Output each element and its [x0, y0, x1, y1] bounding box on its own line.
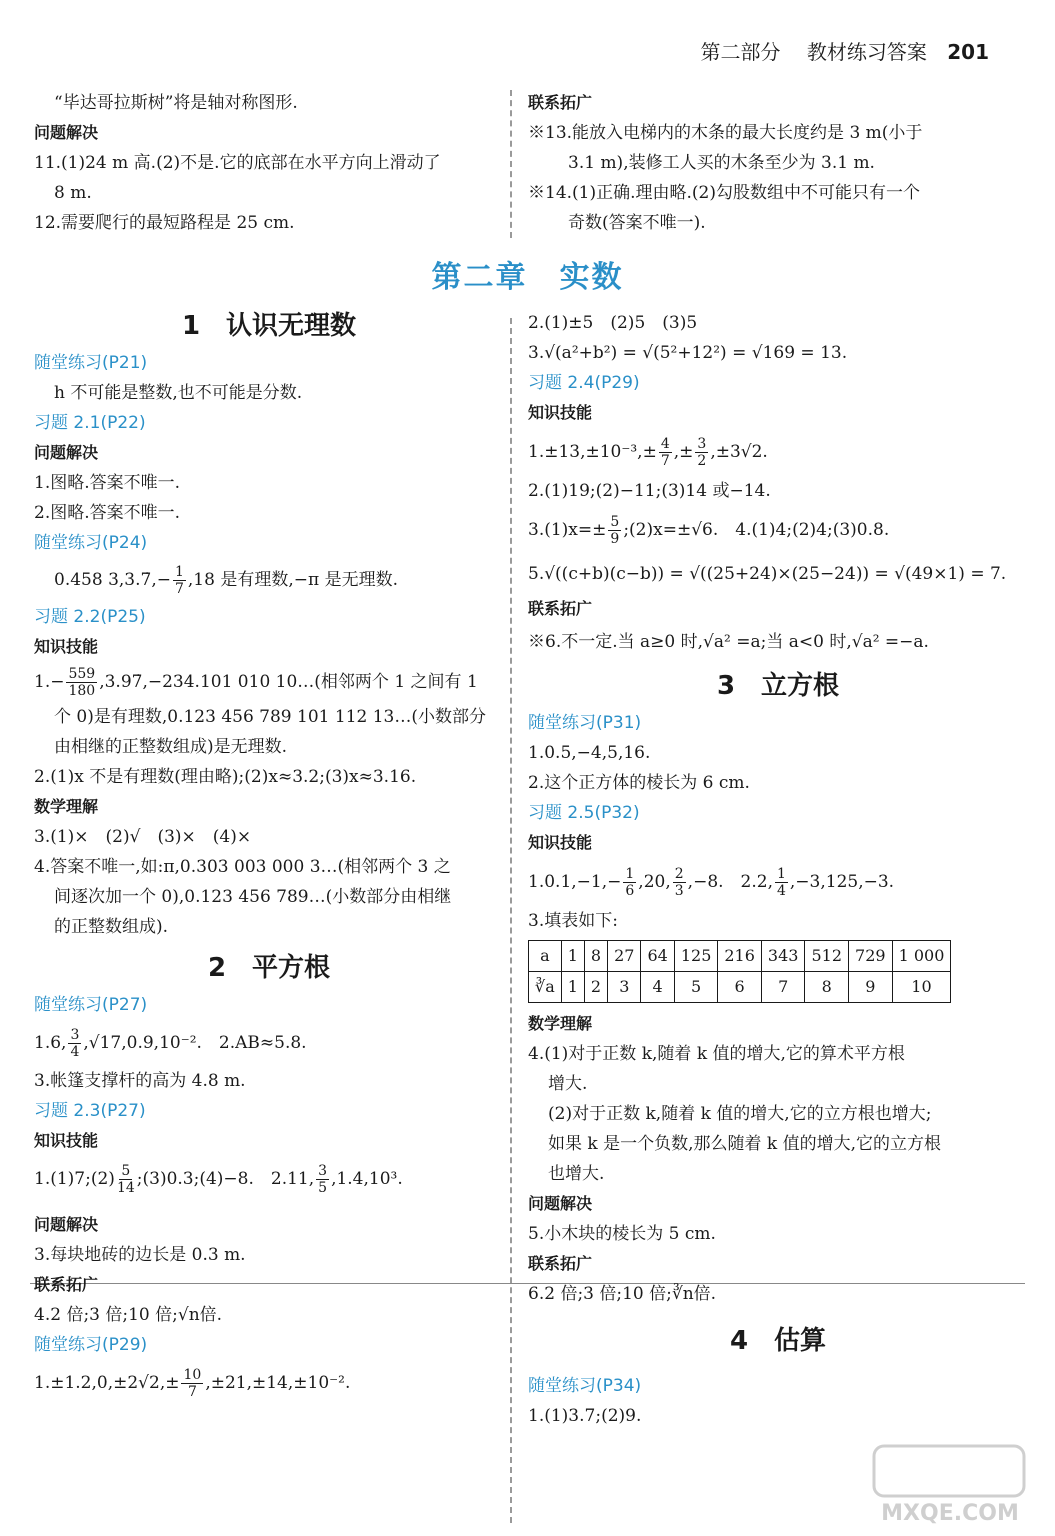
- text-line: 2.这个正方体的棱长为 6 cm.: [528, 773, 750, 793]
- section-label: 联系拓广: [528, 93, 593, 112]
- table-cell: 64: [641, 941, 674, 972]
- text-line: 4.(1)对于正数 k,随着 k 值的增大,它的算术平方根: [528, 1044, 905, 1064]
- text-line: [528, 858, 1028, 906]
- text-line: 由相继的正整数组成)是无理数.: [54, 737, 288, 757]
- denominator: 180: [68, 683, 96, 699]
- section-label: 问题解决: [34, 443, 99, 462]
- denominator: 3: [674, 883, 684, 899]
- text-fragment: ,±3√2.: [710, 442, 768, 462]
- text-line: [34, 558, 504, 602]
- text-line: 间逐次加一个 0),0.123 456 789…(小数部分由相继: [54, 887, 452, 907]
- section-label: 联系拓广: [528, 1254, 593, 1273]
- text-fragment: ,±21,±14,±10⁻².: [205, 1373, 351, 1393]
- numerator: 5: [121, 1163, 131, 1179]
- denominator: 6: [625, 883, 635, 899]
- denominator: 7: [660, 453, 670, 469]
- text-fragment: ,20,: [638, 872, 671, 892]
- numerator: 1: [776, 866, 786, 882]
- text-line: [34, 1156, 504, 1202]
- section-label: 知识技能: [34, 1131, 99, 1150]
- numerator: 1: [174, 564, 184, 580]
- section-label: 联系拓广: [528, 599, 593, 618]
- table-cell: 6: [718, 972, 762, 1003]
- text-line: 6.2 倍;3 倍;10 倍;∛n倍.: [528, 1284, 717, 1304]
- fraction: [673, 866, 686, 899]
- text-line: 2.(1)19;(2)−11;(3)14 或−14.: [528, 481, 771, 501]
- numerator: 3: [697, 436, 707, 452]
- text-line: 5.√((c+b)(c−b)) = √((25+24)×(25−24)) = √(49×1) = 7.: [528, 564, 1007, 584]
- table-cell: 27: [608, 941, 641, 972]
- fraction: [775, 866, 788, 899]
- text-line: 3.帐篷支撑杆的高为 4.8 m.: [34, 1071, 246, 1091]
- text-line: ※6.不一定.当 a≥0 时,√a² =a;当 a<0 时,√a² =−a.: [528, 632, 929, 652]
- text-line: 11.(1)24 m 高.(2)不是.它的底部在水平方向上滑动了: [34, 153, 441, 173]
- section-title: 4 估算: [729, 1326, 827, 1356]
- chapter-title: 第二章 实数: [431, 260, 624, 295]
- denominator: 7: [187, 1384, 197, 1400]
- text-line: 2.图略.答案不唯一.: [34, 503, 181, 523]
- section-title: 3 立方根: [716, 671, 840, 701]
- table-row: [529, 941, 951, 972]
- table-cell: 216: [718, 941, 762, 972]
- text-line: 1.图略.答案不唯一.: [34, 473, 181, 493]
- section-label: 问题解决: [528, 1194, 593, 1213]
- table-cell: 10: [892, 972, 951, 1003]
- text-line: (2)对于正数 k,随着 k 值的增大,它的立方根也增大;: [548, 1104, 932, 1124]
- text-fragment: ,√17,0.9,10⁻². 2.AB≈5.8.: [83, 1033, 307, 1053]
- text-line: [34, 1020, 504, 1066]
- text-line: 个 0)是有理数,0.123 456 789 101 112 13…(小数部分: [54, 707, 486, 727]
- text-fragment: ,18 是有理数,−π 是无理数.: [187, 570, 398, 590]
- text-fragment: 0.458 3,3.7̇,−: [54, 570, 171, 590]
- fraction: [117, 1163, 135, 1196]
- page-header: [701, 36, 989, 65]
- table-cell: 1 000: [892, 941, 951, 972]
- fraction: [173, 564, 186, 597]
- table-cell: a: [529, 941, 562, 972]
- cube-root-table: [528, 940, 951, 1003]
- table-cell: 1: [561, 972, 584, 1003]
- section-label: 问题解决: [34, 1215, 99, 1234]
- fraction: [659, 436, 672, 469]
- exercise-heading: 随堂练习(P29): [34, 1335, 148, 1355]
- text-line: 如果 k 是一个负数,那么随着 k 值的增大,它的立方根: [548, 1134, 942, 1154]
- denominator: 14: [116, 1180, 135, 1196]
- text-fragment: 1.6,: [34, 1033, 67, 1053]
- text-line: h 不可能是整数,也不可能是分数.: [54, 383, 303, 403]
- text-line: [528, 506, 1028, 554]
- section-label: 数学理解: [528, 1014, 593, 1033]
- section-label: 知识技能: [34, 637, 99, 656]
- table-cell: 3: [608, 972, 641, 1003]
- exercise-heading: 随堂练习(P21): [34, 353, 148, 373]
- exercise-heading: 习题 2.2(P25): [34, 607, 146, 627]
- text-line: 也增大.: [548, 1164, 605, 1184]
- column-divider: [510, 318, 512, 1523]
- section-title: 2 平方根: [207, 953, 331, 983]
- numerator: 5: [610, 514, 620, 530]
- numerator: 1: [625, 866, 635, 882]
- text-fragment: ,−3,125,−3.: [789, 872, 895, 892]
- text-fragment: ,±: [673, 442, 694, 462]
- text-fragment: 1.(1)7;(2): [34, 1169, 115, 1189]
- text-fragment: ;(2)x=±√6. 4.(1)4;(2)4;(3)0.8.: [623, 520, 890, 540]
- table-cell: 9: [849, 972, 893, 1003]
- text-line: 4.2 倍;3 倍;10 倍;√n倍.: [34, 1305, 223, 1325]
- table-cell: 8: [584, 941, 607, 972]
- watermark-logo: [870, 1440, 1030, 1530]
- text-line: ※13.能放入电梯内的木条的最大长度约是 3 m(小于: [528, 123, 923, 143]
- table-cell: 729: [849, 941, 893, 972]
- section-label: 问题解决: [34, 123, 99, 142]
- text-line: 3.1 m),装修工人买的木条至少为 3.1 m.: [568, 153, 875, 173]
- table-cell: ∛a: [529, 972, 562, 1003]
- text-fragment: ,−8. 2.2,: [687, 872, 773, 892]
- fraction: [68, 1027, 81, 1060]
- table-cell: 1: [561, 941, 584, 972]
- table-row: [529, 972, 951, 1003]
- exercise-heading: 随堂练习(P27): [34, 995, 148, 1015]
- text-line: “毕达哥拉斯树”将是轴对称图形.: [54, 93, 298, 113]
- text-line: [528, 428, 1028, 476]
- text-line: 5.小木块的棱长为 5 cm.: [528, 1224, 716, 1244]
- text-line: [34, 662, 504, 702]
- text-line: 1.(1)3.7;(2)9.: [528, 1406, 642, 1426]
- text-fragment: ,1.4,10³.: [331, 1169, 403, 1189]
- fraction: [623, 866, 636, 899]
- text-line: 3.每块地砖的边长是 0.3 m.: [34, 1245, 246, 1265]
- text-fragment: 1.0.1,−1,−: [528, 872, 622, 892]
- denominator: 7: [174, 581, 184, 597]
- exercise-heading: 随堂练习(P24): [34, 533, 148, 553]
- top-right-column: [528, 88, 1028, 238]
- text-line: [34, 1360, 504, 1406]
- text-line: 3.(1)× (2)√ (3)× (4)×: [34, 827, 252, 847]
- top-left-column: [34, 88, 504, 238]
- text-line: 的正整数组成).: [54, 917, 169, 937]
- table-cell: 343: [761, 941, 805, 972]
- text-line: 3.填表如下:: [528, 911, 618, 931]
- header-part: 第二部分: [700, 40, 781, 64]
- fraction: [181, 1367, 203, 1400]
- table-cell: 4: [641, 972, 674, 1003]
- denominator: 5: [318, 1180, 328, 1196]
- exercise-heading: 习题 2.4(P29): [528, 373, 640, 393]
- table-cell: 5: [674, 972, 718, 1003]
- fraction: [66, 666, 97, 699]
- header-title: 教材练习答案: [806, 40, 927, 64]
- numerator: 3: [70, 1027, 80, 1043]
- column-divider-top: [510, 90, 512, 238]
- section-title: 1 认识无理数: [181, 311, 357, 341]
- exercise-heading: 习题 2.1(P22): [34, 413, 146, 433]
- exercise-heading: 习题 2.5(P32): [528, 803, 640, 823]
- text-line: 2.(1)x 不是有理数(理由略);(2)x≈3.2;(3)x≈3.16.: [34, 767, 417, 787]
- exercise-heading: 习题 2.3(P27): [34, 1101, 146, 1121]
- text-fragment: 1.−: [34, 672, 65, 692]
- exercise-heading: 随堂练习(P34): [528, 1376, 642, 1396]
- table-cell: 7: [761, 972, 805, 1003]
- denominator: 4: [70, 1044, 80, 1060]
- text-fragment: 1.±1.2,0,±2√2,±: [34, 1373, 180, 1393]
- section-label: 知识技能: [528, 833, 593, 852]
- text-line: 2.(1)±5 (2)5 (3)5: [528, 313, 698, 333]
- table-cell: 125: [674, 941, 718, 972]
- section-label: 知识技能: [528, 403, 593, 422]
- numerator: 4: [660, 436, 670, 452]
- page-number: 201: [947, 40, 989, 64]
- fraction: [316, 1163, 329, 1196]
- text-line: 3.√(a²+b²) = √(5²+12²) = √169 = 13.: [528, 343, 848, 363]
- text-fragment: ;(3)0.3;(4)−8. 2.11,: [136, 1169, 315, 1189]
- table-cell: 512: [805, 941, 849, 972]
- denominator: 2: [697, 453, 707, 469]
- text-line: 奇数(答案不唯一).: [568, 213, 706, 233]
- section-label: 联系拓广: [34, 1275, 99, 1294]
- text-line: 12.需要爬行的最短路程是 25 cm.: [34, 213, 295, 233]
- text-fragment: 3.(1)x=±: [528, 520, 607, 540]
- left-column: [34, 304, 504, 1406]
- text-line: 增大.: [548, 1074, 588, 1094]
- exercise-heading: 随堂练习(P31): [528, 713, 642, 733]
- text-line: 1.0.5,−4,5,16.: [528, 743, 651, 763]
- table-cell: 8: [805, 972, 849, 1003]
- text-line: ※14.(1)正确.理由略.(2)勾股数组中不可能只有一个: [528, 183, 921, 203]
- watermark-text: MXQE.COM: [881, 1501, 1019, 1526]
- numerator: 2: [674, 866, 684, 882]
- numerator: 3: [318, 1163, 328, 1179]
- numerator: 559: [68, 666, 96, 682]
- fraction: [608, 514, 621, 547]
- text-line: 4.答案不唯一,如:π,0.303 003 000 3…(相邻两个 3 之: [34, 857, 451, 877]
- right-column: [528, 308, 1028, 1431]
- denominator: 4: [776, 883, 786, 899]
- numerator: 10: [183, 1367, 202, 1383]
- text-fragment: 1.±13,±10⁻³,±: [528, 442, 657, 462]
- section-label: 数学理解: [34, 797, 99, 816]
- text-line: 8 m.: [54, 183, 92, 203]
- table-cell: 2: [584, 972, 607, 1003]
- denominator: 9: [610, 531, 620, 547]
- fraction: [695, 436, 708, 469]
- text-fragment: ,3.97̇,−234.101 010 10…(相邻两个 1 之间有 1: [99, 672, 478, 692]
